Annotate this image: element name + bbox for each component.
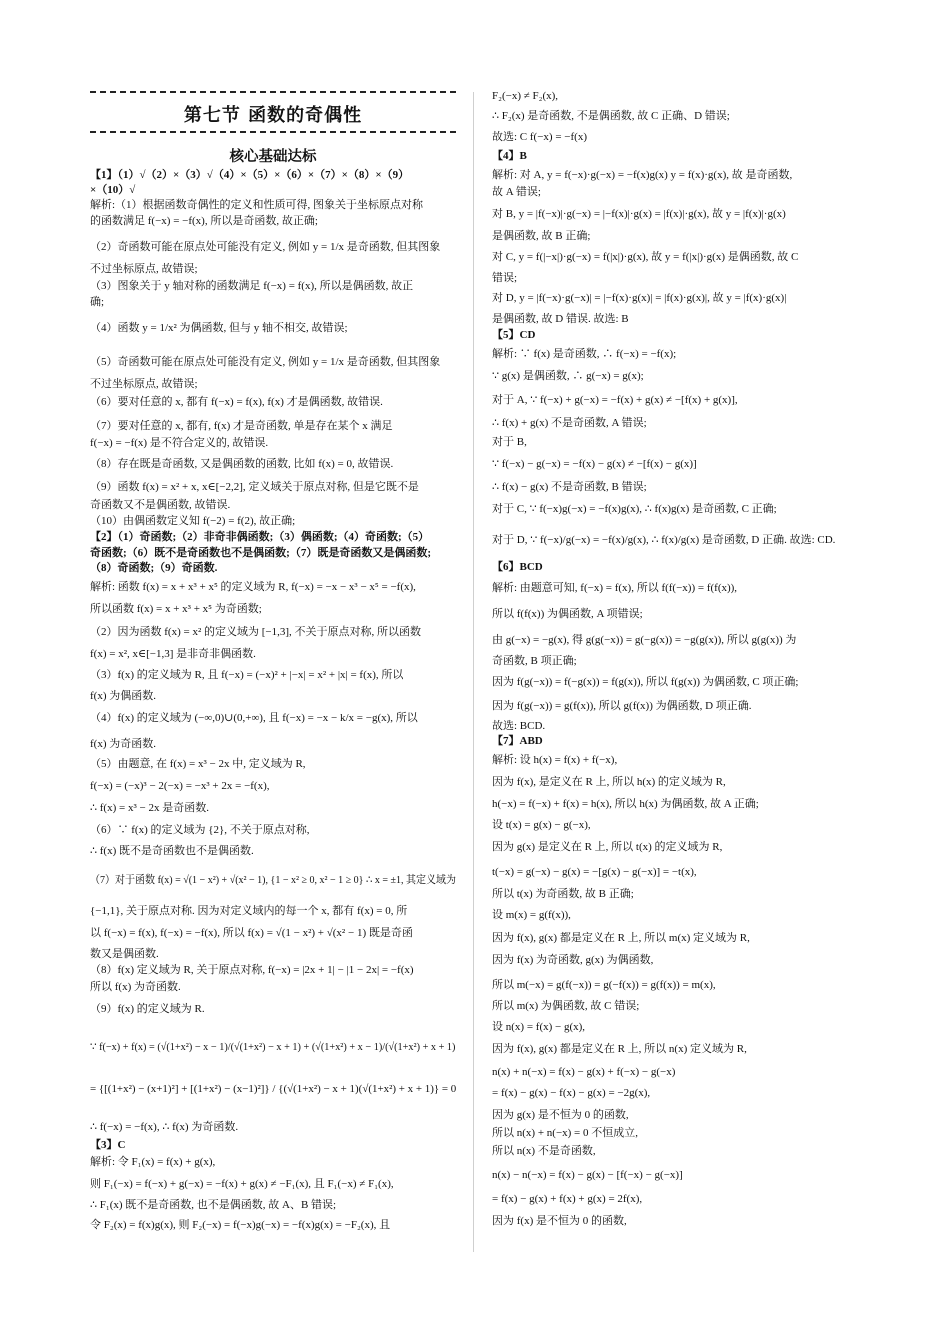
text-line: ∵ f(−x) − g(−x) = −f(x) − g(x) ≠ −[f(x) − g(x)] <box>492 458 697 470</box>
text-line: 确; <box>90 296 105 308</box>
text-line: 错误; <box>492 272 518 284</box>
text-line: 【3】C <box>90 1139 126 1151</box>
text-line: f(x) 为偶函数. <box>90 690 156 702</box>
text-line: 【4】B <box>492 150 527 162</box>
text-line: （8）存在既是奇函数, 又是偶函数的函数, 比如 f(x) = 0, 故错误. <box>90 458 394 470</box>
text-line: h(−x) = f(−x) + f(x) = h(x), 所以 h(x) 为偶函数, 故 A 正确; <box>492 798 759 810</box>
text-line: （5）由题意, 在 f(x) = x³ − 2x 中, 定义域为 R, <box>90 758 306 770</box>
text-line: ∴ F₂(x) 是奇函数, 不是偶函数, 故 C 正确、D 错误; <box>492 110 730 122</box>
text-line: 的函数满足 f(−x) = −f(x), 所以是奇函数, 故正确; <box>90 215 318 227</box>
text-line: 因为 f(x), g(x) 都是定义在 R 上, 所以 m(x) 定义域为 R, <box>492 932 750 944</box>
text-line: 【7】ABD <box>492 735 543 747</box>
text-line: 以 f(−x) = f(x), f(−x) = −f(x), 所以 f(x) = √(1 − x²) + √(x² − 1) 既是奇函 <box>90 927 413 939</box>
text-line: （10）由偶函数定义知 f(−2) = f(2), 故正确; <box>90 515 296 527</box>
text-line: f(x) = x², x∈[−1,3] 是非奇非偶函数. <box>90 648 256 660</box>
text-line: 对于 B, <box>492 436 527 448</box>
text-line: （7）要对任意的 x, 都有, f(x) 才是奇函数, 单是存在某个 x 满足 <box>90 420 393 432</box>
text-line: 是偶函数, 故 D 错误. 故选: B <box>492 313 629 325</box>
left-column <box>90 0 456 1344</box>
text-line: 解析: 令 F₁(x) = f(x) + g(x), <box>90 1156 216 1168</box>
text-line: 故选: C f(−x) = −f(x) <box>492 131 587 143</box>
text-line: （9）f(x) 的定义域为 R. <box>90 1003 205 1015</box>
text-line: 不过坐标原点, 故错误; <box>90 378 198 390</box>
text-line: F₂(−x) ≠ F₂(x), <box>492 90 559 102</box>
text-line: 解析: ∵ f(x) 是奇函数, ∴ f(−x) = −f(x); <box>492 348 677 360</box>
text-line: 解析: 由题意可知, f(−x) = f(x), 所以 f(f(−x)) = f(f(x)), <box>492 582 738 594</box>
text-line: （8）奇函数;（9）奇函数. <box>90 562 218 574</box>
text-line: = f(x) − g(x) + f(x) + g(x) = 2f(x), <box>492 1193 643 1205</box>
text-line: ×（10）√ <box>90 184 136 196</box>
text-line: 【1】（1）√（2）×（3）√（4）×（5）×（6）×（7）×（8）×（9） <box>90 169 410 181</box>
text-line: 【5】CD <box>492 329 536 341</box>
text-line: {−1,1}, 关于原点对称. 因为对定义域内的每一个 x, 都有 f(x) = 0, 所 <box>90 905 408 917</box>
text-line: 解析: 设 h(x) = f(x) + f(−x), <box>492 754 618 766</box>
text-line: 对 C, y = f(|−x|)·g(−x) = f(|x|)·g(x), 故 y = f(|x|)·g(x) 是偶函数, 故 C <box>492 251 799 263</box>
column-divider <box>473 92 474 1252</box>
text-line: 所以 f(x) 为奇函数. <box>90 981 181 993</box>
text-line: （6）∵ f(x) 的定义域为 {2}, 不关于原点对称, <box>90 824 310 836</box>
text-line: 解析: 对 A, y = f(−x)·g(−x) = −f(x)g(x) y = f(x)·g(x), 故 是奇函数, <box>492 169 793 181</box>
text-line: 奇函数又不是偶函数, 故错误. <box>90 499 231 511</box>
text-line: （5）奇函数可能在原点处可能没有定义, 例如 y = 1/x 是奇函数, 但其图象 <box>90 356 441 368</box>
text-line: （6）要对任意的 x, 都有 f(−x) = f(x), f(x) 才是偶函数, 故错误. <box>90 396 383 408</box>
text-line: ∴ f(x) = x³ − 2x 是奇函数. <box>90 802 209 814</box>
text-line: 是偶函数, 故 B 正确; <box>492 230 591 242</box>
text-line: 对于 C, ∵ f(−x)g(−x) = −f(x)g(x), ∴ f(x)g(x) 是奇函数, C 正确; <box>492 503 777 515</box>
section-title: 第七节 函数的奇偶性 <box>183 105 363 126</box>
text-line: 因为 f(x) 是不恒为 0 的函数, <box>492 1215 627 1227</box>
text-line: 因为 f(x), g(x) 都是定义在 R 上, 所以 n(x) 定义域为 R, <box>492 1043 747 1055</box>
text-line: 所以 t(x) 为奇函数, 故 B 正确; <box>492 888 634 900</box>
text-line: ∵ g(x) 是偶函数, ∴ g(−x) = g(x); <box>492 370 644 382</box>
text-line: 设 m(x) = g(f(x)), <box>492 909 571 921</box>
section-subtitle: 核心基础达标 <box>229 149 317 165</box>
text-line: 解析:（1）根据函数奇偶性的定义和性质可得, 图象关于坐标原点对称 <box>90 199 424 211</box>
text-line: （7）对于函数 f(x) = √(1 − x²) + √(x² − 1), {1 − x² ≥ 0, x² − 1 ≥ 0} ∴ x = ±1, 其定义域为 <box>90 874 457 886</box>
text-line: 所以 m(x) 为偶函数, 故 C 错误; <box>492 1000 640 1012</box>
text-line: （8）f(x) 定义域为 R, 关于原点对称, f(−x) = |2x + 1| − |1 − 2x| = −f(x) <box>90 964 414 976</box>
text-line: （2）因为函数 f(x) = x² 的定义域为 [−1,3], 不关于原点对称, 所以函数 <box>90 626 422 638</box>
text-line: （4）f(x) 的定义域为 (−∞,0)∪(0,+∞), 且 f(−x) = −x − k/x = −g(x), 所以 <box>90 712 418 724</box>
text-line: ∴ f(x) + g(x) 不是奇函数, A 错误; <box>492 417 647 429</box>
text-line: （3）图象关于 y 轴对称的函数满足 f(−x) = f(x), 所以是偶函数, 故正 <box>90 280 414 292</box>
text-line: = f(x) − g(x) − f(x) − g(x) = −2g(x), <box>492 1087 651 1099</box>
text-line: t(−x) = g(−x) − g(x) = −[g(x) − g(−x)] = −t(x), <box>492 866 697 878</box>
text-line: 对于 A, ∵ f(−x) + g(−x) = −f(x) + g(x) ≠ −[f(x) + g(x)], <box>492 394 738 406</box>
right-column <box>492 0 864 1344</box>
text-line: 不过坐标原点, 故错误; <box>90 263 198 275</box>
text-line: 【2】（1）奇函数;（2）非奇非偶函数;（3）偶函数;（4）奇函数;（5） <box>90 531 430 543</box>
text-line: 因为 f(x), 是定义在 R 上, 所以 h(x) 的定义域为 R, <box>492 776 726 788</box>
text-line: 因为 f(g(−x)) = f(−g(x)) = f(g(x)), 所以 f(g(x)) 为偶函数, C 项正确; <box>492 676 799 688</box>
text-line: （9）函数 f(x) = x² + x, x∈[−2,2], 定义域关于原点对称, 但是它既不是 <box>90 481 419 493</box>
text-line: ∴ f(x) 既不是奇函数也不是偶函数. <box>90 845 254 857</box>
text-line: ∴ f(−x) = −f(x), ∴ f(x) 为奇函数. <box>90 1121 239 1133</box>
text-line: ∵ f(−x) + f(x) = (√(1+x²) − x − 1)/(√(1+x²) − x + 1) + (√(1+x²) + x − 1)/(√(1+x²) + x + 1) <box>90 1041 456 1053</box>
text-line: f(−x) = (−x)³ − 2(−x) = −x³ + 2x = −f(x), <box>90 780 270 792</box>
text-line: 对 D, y = |f(−x)·g(−x)| = |−f(x)·g(x)| = |f(x)·g(x)|, 故 y = |f(x)·g(x)| <box>492 292 787 304</box>
text-line: 奇函数;（6）既不是奇函数也不是偶函数;（7）既是奇函数又是偶函数; <box>90 547 431 559</box>
text-line: 解析: 函数 f(x) = x + x³ + x⁵ 的定义域为 R, f(−x) = −x − x³ − x⁵ = −f(x), <box>90 581 416 593</box>
text-line: ∴ F₁(x) 既不是奇函数, 也不是偶函数, 故 A、B 错误; <box>90 1199 337 1211</box>
text-line: 数又是偶函数. <box>90 948 159 960</box>
text-line: 设 t(x) = g(x) − g(−x), <box>492 819 591 831</box>
text-line: 所以 f(f(x)) 为偶函数, A 项错误; <box>492 608 643 620</box>
text-line: （2）奇函数可能在原点处可能没有定义, 例如 y = 1/x 是奇函数, 但其图象 <box>90 241 441 253</box>
text-line: f(−x) = −f(x) 是不符合定义的, 故错误. <box>90 437 269 449</box>
text-line: 因为 g(x) 是定义在 R 上, 所以 t(x) 的定义域为 R, <box>492 841 723 853</box>
text-line: （4）函数 y = 1/x² 为偶函数, 但与 y 轴不相交, 故错误; <box>90 322 348 334</box>
text-line: （3）f(x) 的定义域为 R, 且 f(−x) = (−x)² + |−x| = x² + |x| = f(x), 所以 <box>90 669 404 681</box>
text-line: n(x) − n(−x) = f(x) − g(x) − [f(−x) − g(−x)] <box>492 1169 683 1181</box>
text-line: 故选: BCD. <box>492 720 546 732</box>
text-line: 则 F₁(−x) = f(−x) + g(−x) = −f(x) + g(x) ≠ −F₁(x), 且 F₁(−x) ≠ F₁(x), <box>90 1178 394 1190</box>
text-line: 对 B, y = |f(−x)|·g(−x) = |−f(x)|·g(x) = |f(x)|·g(x), 故 y = |f(x)|·g(x) <box>492 208 786 220</box>
text-line: 由 g(−x) = −g(x), 得 g(g(−x)) = g(−g(x)) = −g(g(x)), 所以 g(g(x)) 为 <box>492 634 797 646</box>
text-line: 【6】BCD <box>492 561 543 573</box>
text-line: 因为 f(x) 为奇函数, g(x) 为偶函数, <box>492 954 654 966</box>
text-line: 设 n(x) = f(x) − g(x), <box>492 1021 586 1033</box>
text-line: 所以 n(x) + n(−x) = 0 不恒成立, <box>492 1127 639 1139</box>
bottom-dashed-rule <box>90 131 456 133</box>
text-line: n(x) + n(−x) = f(x) − g(x) + f(−x) − g(−x) <box>492 1066 676 1078</box>
text-line: 所以 m(−x) = g(f(−x)) = g(−f(x)) = g(f(x)) = m(x), <box>492 979 716 991</box>
text-line: 因为 g(x) 是不恒为 0 的函数, <box>492 1109 629 1121</box>
text-line: 奇函数, B 项正确; <box>492 655 577 667</box>
text-line: 所以 n(x) 不是奇函数, <box>492 1145 596 1157</box>
text-line: 对于 D, ∵ f(−x)/g(−x) = −f(x)/g(x), ∴ f(x)/g(x) 是奇函数, D 正确. 故选: CD. <box>492 534 836 546</box>
text-line: 故 A 错误; <box>492 186 541 198</box>
text-line: f(x) 为奇函数. <box>90 738 156 750</box>
text-line: = {[(1+x²) − (x+1)²] + [(1+x²) − (x−1)²]} / {(√(1+x²) − x + 1)(√(1+x²) + x + 1)} = 0 <box>90 1083 457 1095</box>
text-line: ∴ f(x) − g(x) 不是奇函数, B 错误; <box>492 481 647 493</box>
text-line: 因为 f(g(−x)) = g(f(x)), 所以 g(f(x)) 为偶函数, D 项正确. <box>492 700 752 712</box>
text-line: 所以函数 f(x) = x + x³ + x⁵ 为奇函数; <box>90 603 262 615</box>
top-dashed-rule <box>90 91 456 93</box>
text-line: 令 F₂(x) = f(x)g(x), 则 F₂(−x) = f(−x)g(−x) = −f(x)g(x) = −F₂(x), 且 <box>90 1219 391 1231</box>
